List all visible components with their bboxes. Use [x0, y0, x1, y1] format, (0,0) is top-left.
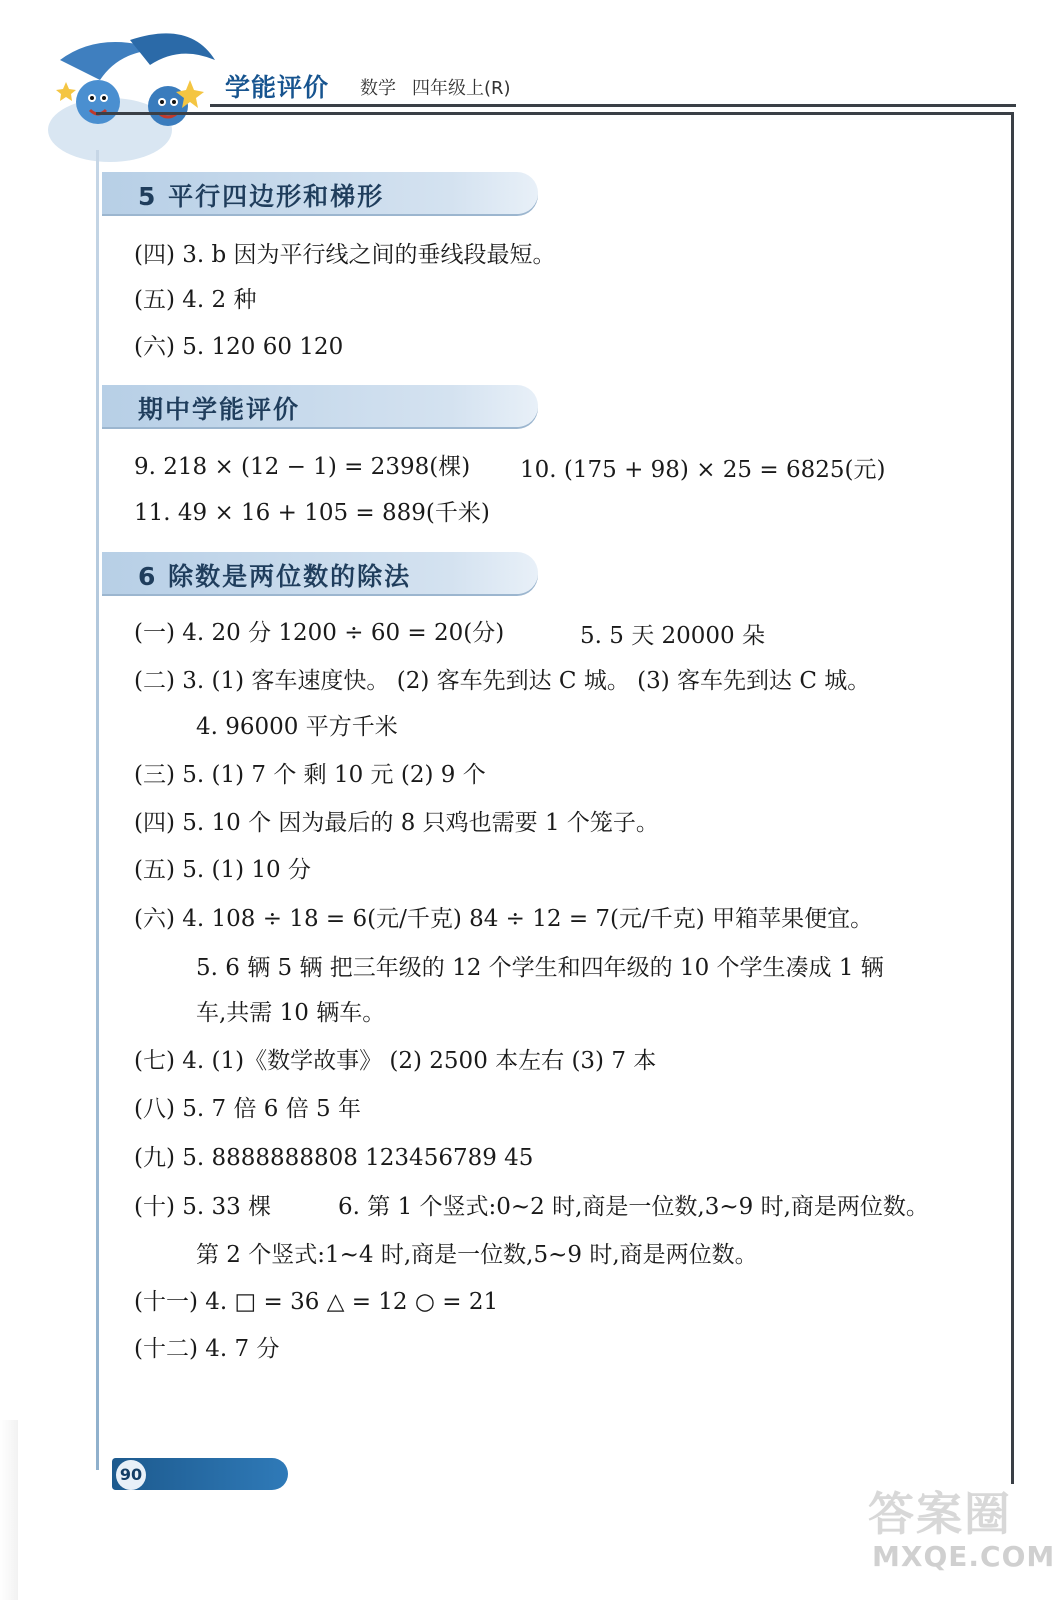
- answer-line: 车,共需 10 辆车。: [196, 1000, 386, 1026]
- answer-line: (十) 5. 33 棵: [134, 1194, 272, 1220]
- header-rule: [210, 104, 1016, 107]
- answer-line: (九) 5. 8888888808 123456789 45: [134, 1145, 534, 1171]
- answer-line: 5. 6 辆 5 辆 把三年级的 12 个学生和四年级的 10 个学生凑成 1 辆: [196, 955, 884, 981]
- section-title: 期中学能评价: [138, 395, 301, 424]
- answer-line: 5. 5 天 20000 朵: [580, 623, 765, 649]
- answer-line: 10. (175 + 98) × 25 = 6825(元): [520, 457, 886, 483]
- watermark-url: MXQE.COM: [872, 1540, 1056, 1573]
- section-title: 5 平行四边形和梯形: [138, 182, 385, 211]
- answer-line: (七) 4. (1)《数学故事》 (2) 2500 本左右 (3) 7 本: [134, 1048, 657, 1074]
- answer-line: (一) 4. 20 分 1200 ÷ 60 = 20(分): [134, 620, 505, 646]
- answer-line: (二) 3. (1) 客车速度快。 (2) 客车先到达 C 城。 (3) 客车先到达 C 城。: [134, 668, 871, 694]
- answer-line: (五) 4. 2 种: [134, 287, 257, 313]
- section-title: 6 除数是两位数的除法: [138, 562, 412, 591]
- answer-line: 4. 96000 平方千米: [196, 714, 398, 740]
- section-header-6: [102, 552, 538, 594]
- answer-line: (六) 5. 120 60 120: [134, 334, 344, 360]
- header-grade: 四年级上(R): [412, 78, 511, 99]
- page-frame: [96, 112, 1014, 1484]
- answer-line: 11. 49 × 16 + 105 = 889(千米): [134, 500, 490, 526]
- answer-line: 第 2 个竖式:1~4 时,商是一位数,5~9 时,商是两位数。: [196, 1242, 758, 1268]
- answer-line: (四) 3. b 因为平行线之间的垂线段最短。: [134, 242, 556, 268]
- header-brand: 学能评价: [225, 73, 330, 102]
- answer-line: (三) 5. (1) 7 个 剩 10 元 (2) 9 个: [134, 762, 486, 788]
- answer-line: (六) 4. 108 ÷ 18 = 6(元/千克) 84 ÷ 12 = 7(元/千克) 甲箱苹果便宜。: [134, 906, 874, 932]
- answer-line: 9. 218 × (12 − 1) = 2398(棵): [134, 454, 471, 480]
- answer-line: (八) 5. 7 倍 6 倍 5 年: [134, 1096, 361, 1122]
- left-edge-strip: [0, 1420, 18, 1600]
- answer-line: (四) 5. 10 个 因为最后的 8 只鸡也需要 1 个笼子。: [134, 810, 659, 836]
- answer-line: (五) 5. (1) 10 分: [134, 857, 311, 883]
- answer-line: (十一) 4. □ = 36 △ = 12 ○ = 21: [134, 1289, 499, 1315]
- page-number: 90: [116, 1460, 146, 1490]
- answer-line: 6. 第 1 个竖式:0~2 时,商是一位数,3~9 时,商是两位数。: [338, 1194, 929, 1220]
- header-subject: 数学: [360, 78, 396, 99]
- answer-line: (十二) 4. 7 分: [134, 1336, 280, 1362]
- section-header-midterm: [102, 385, 538, 427]
- section-header-5: [102, 172, 538, 214]
- watermark-logo: 答案圈: [868, 1487, 1012, 1541]
